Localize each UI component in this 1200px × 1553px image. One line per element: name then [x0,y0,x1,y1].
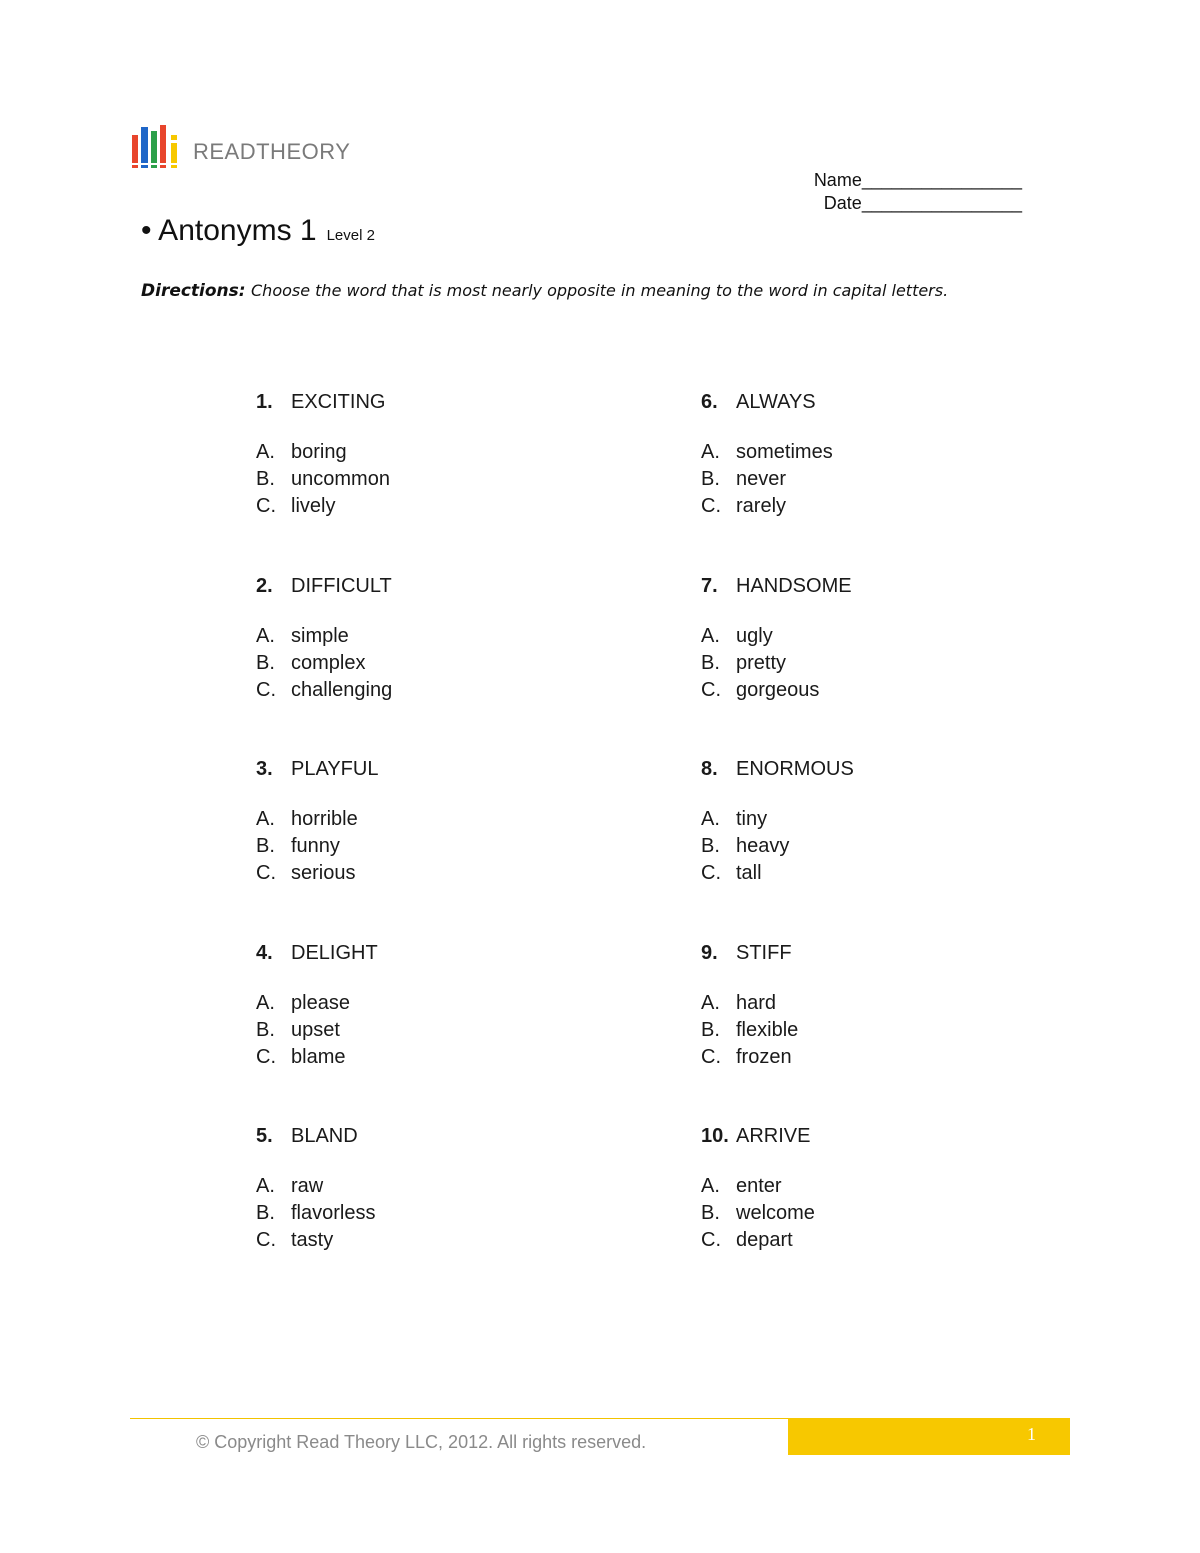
brand-name: READTHEORY [193,139,351,164]
question-10 [701,1123,1001,1254]
option-letter: A. [701,808,720,830]
question-number: 9. [701,942,718,964]
option-letter: B. [701,1202,720,1224]
option-a[interactable] [256,1173,556,1200]
question-number: 2. [256,575,273,597]
option-letter: B. [701,468,720,490]
directions-text: Choose the word that is most nearly opposite in meaning to the word in capital letters. [251,281,949,300]
question-number: 5. [256,1125,273,1147]
option-c[interactable] [256,493,556,520]
question-word: ALWAYS [736,391,816,413]
option-a[interactable] [256,623,556,650]
option-b[interactable] [701,1200,1001,1227]
option-b[interactable] [256,1017,556,1044]
option-text: flavorless [291,1202,376,1224]
option-letter: A. [701,992,720,1014]
page-number: 1 [1027,1424,1036,1444]
level-label: Level 2 [326,227,375,244]
option-letter: C. [701,862,721,884]
option-letter: C. [701,679,721,701]
option-text: heavy [736,835,790,857]
option-a[interactable] [701,623,1001,650]
question-number: 10. [701,1125,729,1147]
option-letter: C. [256,1229,276,1251]
question-number: 4. [256,942,273,964]
option-letter: C. [701,1229,721,1251]
option-letter: A. [701,441,720,463]
option-a[interactable] [701,1173,1001,1200]
question-word: DIFFICULT [291,575,392,597]
question-2 [256,573,556,704]
question-6 [701,389,1001,520]
option-text: gorgeous [736,679,820,701]
option-text: pretty [736,652,787,674]
option-a[interactable] [256,990,556,1017]
option-text: upset [291,1019,340,1041]
option-text: tiny [736,808,768,830]
books-logo-icon [131,125,179,169]
option-text: rarely [736,495,787,517]
option-text: never [736,468,787,490]
option-letter: C. [701,495,721,517]
option-letter: A. [256,992,275,1014]
question-5 [256,1123,556,1254]
question-number: 7. [701,575,718,597]
option-letter: C. [256,862,276,884]
option-letter: A. [256,625,275,647]
footer-divider [130,1418,788,1419]
option-text: tall [736,862,762,884]
question-number: 8. [701,758,718,780]
option-b[interactable] [256,1200,556,1227]
option-text: sometimes [736,441,833,463]
option-text: complex [291,652,366,674]
option-c[interactable] [256,1227,556,1254]
option-text: horrible [291,808,358,830]
option-letter: B. [256,652,275,674]
question-word: ARRIVE [736,1125,811,1147]
option-text: ugly [736,625,773,647]
option-text: frozen [736,1046,792,1068]
option-letter: A. [256,808,275,830]
option-letter: A. [256,1175,275,1197]
option-b[interactable] [701,650,1001,677]
question-3 [256,756,556,887]
option-letter: B. [256,835,275,857]
option-text: depart [736,1229,793,1251]
option-b[interactable] [701,833,1001,860]
directions-label: Directions: [141,281,246,301]
student-info [814,169,1022,215]
question-1 [256,389,556,520]
option-text: hard [736,992,777,1014]
question-7 [701,573,1001,704]
directions [141,281,948,301]
option-letter: A. [701,1175,720,1197]
option-a[interactable] [701,806,1001,833]
readtheory-logo [131,125,350,169]
name-field[interactable]: Name________________ [813,170,1022,190]
option-letter: C. [256,1046,276,1068]
option-b[interactable] [256,466,556,493]
option-c[interactable] [701,493,1001,520]
copyright-notice: © Copyright Read Theory LLC, 2012. All rights reserved. [196,1432,647,1452]
question-word: DELIGHT [291,942,378,964]
option-letter: B. [701,1019,720,1041]
option-c[interactable] [256,860,556,887]
option-letter: C. [256,495,276,517]
option-text: boring [291,441,347,463]
question-number: 6. [701,391,718,413]
option-a[interactable] [256,806,556,833]
option-b[interactable] [256,833,556,860]
option-text: raw [291,1175,324,1197]
option-text: tasty [291,1229,334,1251]
date-field[interactable]: Date________________ [823,193,1022,213]
option-text: blame [291,1046,346,1068]
question-word: EXCITING [291,391,386,413]
worksheet-title [141,214,375,248]
option-text: uncommon [291,468,390,490]
question-4 [256,940,556,1071]
option-text: please [291,992,350,1014]
option-a[interactable] [256,439,556,466]
question-number: 1. [256,391,273,413]
option-b[interactable] [256,650,556,677]
question-word: BLAND [291,1125,358,1147]
option-c[interactable] [256,1044,556,1071]
title-text: • Antonyms 1 [141,214,317,247]
option-b[interactable] [701,1017,1001,1044]
option-a[interactable] [701,439,1001,466]
option-letter: C. [701,1046,721,1068]
option-letter: A. [256,441,275,463]
option-letter: B. [256,468,275,490]
question-word: PLAYFUL [291,758,379,780]
option-text: enter [736,1175,782,1197]
option-text: lively [291,495,336,517]
option-c[interactable] [701,860,1001,887]
option-text: simple [291,625,349,647]
option-letter: B. [256,1019,275,1041]
question-word: ENORMOUS [736,758,854,780]
question-word: STIFF [736,942,792,964]
option-letter: C. [256,679,276,701]
option-letter: A. [701,625,720,647]
question-word: HANDSOME [736,575,852,597]
option-a[interactable] [701,990,1001,1017]
option-c[interactable] [701,677,1001,704]
question-number: 3. [256,758,273,780]
option-b[interactable] [701,466,1001,493]
option-letter: B. [256,1202,275,1224]
option-c[interactable] [701,1044,1001,1071]
option-text: serious [291,862,356,884]
question-8 [701,756,1001,887]
option-text: challenging [291,679,393,701]
option-letter: B. [701,835,720,857]
option-c[interactable] [701,1227,1001,1254]
option-text: welcome [736,1202,815,1224]
option-letter: B. [701,652,720,674]
option-text: flexible [736,1019,799,1041]
question-9 [701,940,1001,1071]
option-c[interactable] [256,677,556,704]
option-text: funny [291,835,340,857]
